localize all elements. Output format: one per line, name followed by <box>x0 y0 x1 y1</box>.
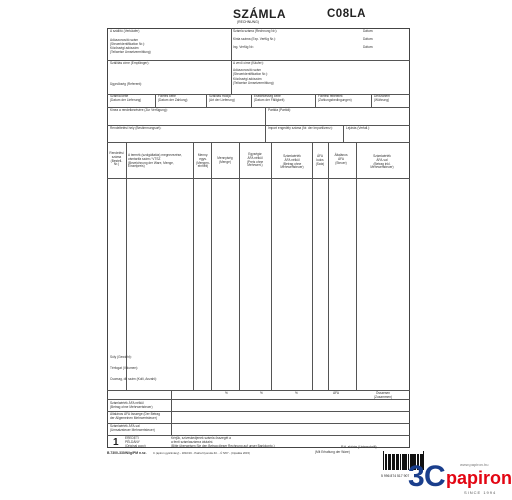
divider <box>343 125 344 142</box>
payment-note: Kérjük, szíveskedjenek számla összegét a a fenti számlaszámra átutalni. (Bitte überweisen Sie den Betrag dieser Rechnung auf unser Bankkonto.) <box>171 436 275 448</box>
divider <box>371 94 372 107</box>
document-title: SZÁMLA <box>233 7 286 21</box>
recipient-place-label: Szállítás címe (Empfänger): <box>110 61 150 65</box>
total-net-label: Számlaérték ÁFA nélkül (Betrag ohne Mehrwertsteuer) <box>110 401 153 409</box>
row-line <box>107 142 410 143</box>
divider <box>265 107 266 125</box>
col-line <box>193 142 194 390</box>
invoice-date-label-2: Dátum: <box>363 37 374 41</box>
col-line <box>271 142 272 390</box>
date-cell-1: Számla kelte (Datum der Lieferung) <box>110 94 142 102</box>
small-print: C (apiron gyártmány) - 1810/16 - Patria Nyomda Zrt. - Ú 5/07 - (Cipatika 2015) <box>153 451 250 455</box>
weight-label: Súly (Gewicht): <box>110 355 132 359</box>
divider <box>251 94 252 107</box>
logo-letter: C <box>424 460 446 493</box>
invoice-date-label-3: Dátum: <box>363 45 374 49</box>
total-vat-label: Általános ÁFA összege (Der Betrag der Allgemeinen Mehrwertsteuer) <box>110 412 160 420</box>
logo-number: 3 <box>408 460 425 493</box>
copy-number-label: Kinta száma (Exp. Verfüg Nr.): <box>233 37 276 41</box>
divider <box>206 94 207 107</box>
recipient-agent-label: Ügynökség (Referent): <box>110 82 143 86</box>
barcode-number: 5 996 874 517 907 <box>381 474 410 478</box>
col-line <box>328 142 329 390</box>
seller-community-tax-label: Közösségi adószám <box>110 46 139 50</box>
col-line <box>126 142 127 390</box>
buyer-label: A vevő címe (Käufer): <box>233 61 264 65</box>
th-order-no: Rendelési száma (Bestell- Nr.) <box>109 151 124 167</box>
th-description: A termék (szolgáltatás) megnevezése, vámtarifa szám / VTSZ (Bezeichnung der Ware, Menge, Einzelpreis) <box>128 153 183 169</box>
col-line <box>211 142 212 390</box>
date-cell-2: Fizetés kelte (Datum der Zahlung) <box>158 94 188 102</box>
inv-number-label: Ing. Verfüg Nr.: <box>233 45 255 49</box>
date-cell-3: Szállítás módja (Art der Lieferung) <box>209 94 235 102</box>
date-cell-6: Devizanem (Währung) <box>374 94 390 102</box>
invoice-date-label-1: Dátum: <box>363 29 374 33</box>
import-license-label: Import engedély száma (Nr. der Importlizenz): <box>268 126 333 130</box>
divider <box>315 94 316 107</box>
buyer-community-tax-label: Közösségi adószám <box>233 77 262 81</box>
logo-url: www.papiron.hu <box>460 462 489 467</box>
copy-label: EREDETI PÉLDÁNY (Original copy) <box>125 436 146 448</box>
th-quantity: Mennyiség (Menge) <box>217 156 233 164</box>
buyer-tax-id-label: Adóazonosító szám <box>233 68 261 72</box>
logo-since: SINCE 1994 <box>464 490 497 495</box>
row-line <box>107 390 410 391</box>
th-unit-price: Egységár ÁFA nélkül (Preis ohne Mehrwert.) <box>246 152 264 168</box>
form-code-footer: B.7300-330/N/ig/PM n.sz. <box>107 451 147 455</box>
row-line <box>107 423 410 424</box>
date-cell-4: Esedékesség kelte (Datum der Fälligkeit) <box>254 94 285 102</box>
col-line <box>239 142 240 390</box>
col-line <box>312 142 313 390</box>
th-vat: Általános ÁFA (Steuer) <box>334 153 348 165</box>
total-gross-label: Számlaérték ÁFA-val (Umsatzsteuer Mehrwertsteuer) <box>110 424 155 432</box>
row-line <box>107 178 410 179</box>
form-frame <box>107 28 410 448</box>
buyer-community-tax-de-label: (Teilweise Umsetzermittlung) <box>233 80 274 85</box>
copy-number: 1 <box>113 437 119 448</box>
seller-tax-id-label: Adóazonosító szám <box>110 38 138 42</box>
volume-label: Térfogat (Volumen): <box>110 366 139 370</box>
access-label: Kinea a rendelkezésére (Zur Verfügung): <box>110 108 168 112</box>
divider <box>155 94 156 107</box>
col-line <box>171 390 172 435</box>
seller-tax-id-de-label: (Steueridentifikation Nr.): <box>110 41 146 46</box>
papiron-logo <box>408 460 512 500</box>
logo-brand: papiron <box>446 468 512 488</box>
partida-label: Partida (Partidi): <box>268 108 292 112</box>
col-line <box>356 142 357 390</box>
invoice-form-sheet <box>105 0 411 500</box>
pct-label-3: % <box>295 391 298 395</box>
pct-label-2: % <box>260 391 263 395</box>
row-line <box>107 399 410 400</box>
packages-label: Csomag, db szám (Kolli, Anzahl): <box>110 377 157 381</box>
seller-community-tax-de-label: (Teilweise Umsetzermittlung) <box>110 49 151 54</box>
divider <box>231 60 232 94</box>
expiry-label: Lejárás (Verfall.): <box>346 126 371 130</box>
afa-label: ÁFA <box>333 391 340 395</box>
buyer-tax-id-de-label: (Steueridentifikation Nr.): <box>233 71 269 76</box>
document-subtitle: (RECHNUNG) <box>237 20 259 24</box>
th-gross-value: Számlaérték ÁFA-val (Betrag inkl. Mehrwertsteuer) <box>370 154 394 170</box>
form-code: C08LA <box>327 8 366 20</box>
sum-label: Összesen (Zusammen) <box>373 391 393 399</box>
pct-label-1: % <box>225 391 228 395</box>
invoice-number-label: Számla száma (Rechnung Nr.): <box>233 29 278 33</box>
date-cell-5: Fizetési feltételek (Zahlungsbedingungen) <box>318 94 352 102</box>
th-unit: Menny. egys. (Mengen- einheit) <box>196 153 210 169</box>
destination-label: Rendeltetési hely (Bestimmungsort): <box>110 126 162 130</box>
seller-label: A szállító (Verkäufer) <box>110 29 140 33</box>
th-vat-rate: ÁFA kulcs (Satz) <box>315 154 325 166</box>
received-label: (Mit Erhaltung der Ware) <box>315 450 350 454</box>
divider <box>265 125 266 142</box>
th-net-value: Számlaérték ÁFA nélkül (Betrag ohne Mehrwertsteuer) <box>280 154 304 170</box>
signature-label: P.H. aláírás (Unterschrift) <box>341 445 377 449</box>
row-line <box>107 435 410 436</box>
